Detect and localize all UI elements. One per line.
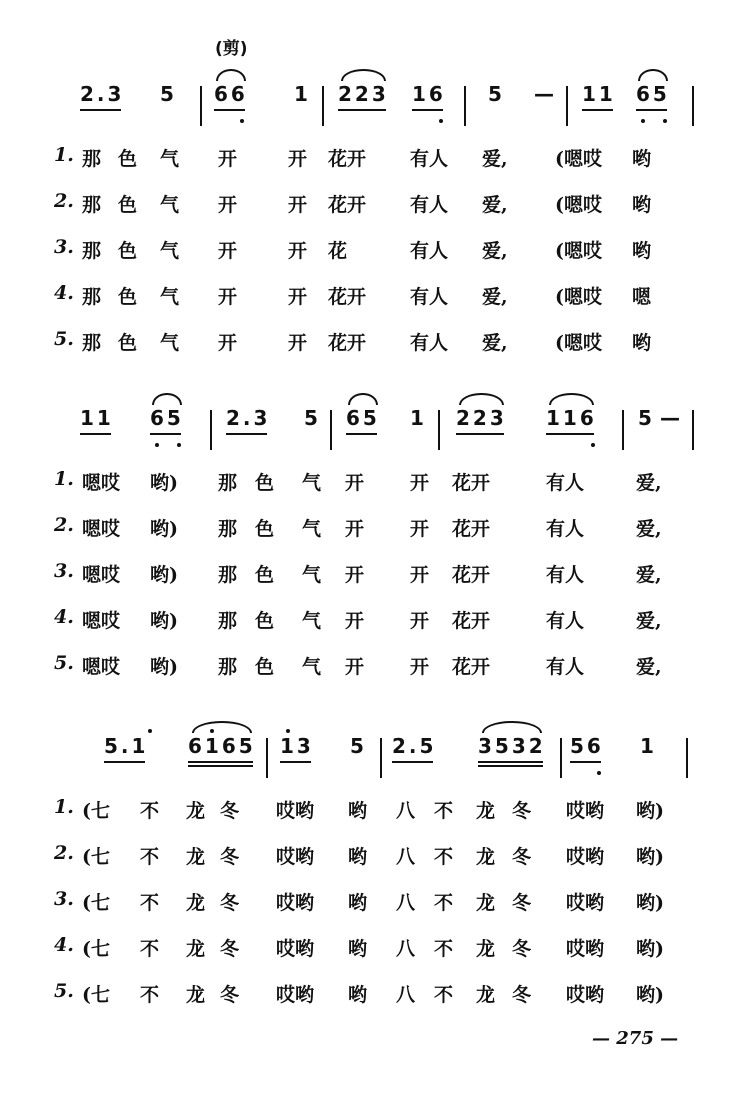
lyric-word: 开 [410,472,430,494]
note-group: 5 [488,82,505,106]
slur-arc [341,69,386,81]
underline [570,761,601,763]
lyric-word: 冬 [220,984,240,1006]
high-octave-dot [148,729,152,733]
lyric-word: 花开 [328,148,367,170]
lyric-word: 哎哟 [276,984,315,1006]
lyric-word: 不 [140,892,160,914]
lyric-word: 龙 [476,938,496,960]
verse-number: 3. [54,888,74,910]
lyric-word: 龙 [476,984,496,1006]
lyric-word: 有人 [410,148,449,170]
note-group: 5.1 [104,734,148,758]
lyric-word: 龙 [476,846,496,868]
lyric-word: 那 [218,610,238,632]
lyric-line-verse-4 [0,282,750,316]
note-group: 223 [338,82,389,106]
bar-line [330,410,332,450]
lyric-word: (七 [82,800,110,822]
underline [188,761,253,763]
underline [150,433,181,435]
lyric-word: 气 [160,286,180,308]
music-system [0,68,750,374]
lyric-word: 哟) [150,518,178,540]
bar-line [266,738,268,778]
lyric-word: 哟 [348,846,368,868]
lyric-word: 冬 [220,800,240,822]
note-group: 11 [582,82,616,106]
note-group: — [660,406,683,430]
lyric-word: 哟) [150,610,178,632]
note-group: 65 [150,406,184,430]
note-group: 1 [410,406,427,430]
lyric-word: 龙 [186,800,206,822]
lyric-line-verse-2 [0,842,750,876]
lyric-word: 哎哟 [276,938,315,960]
lyric-word: 开 [410,610,430,632]
lyric-word: 八 [396,892,416,914]
underline [636,109,667,111]
lyric-word: 哟) [636,938,664,960]
lyric-word: 色 [118,148,138,170]
lyric-word: (嗯哎 [555,240,602,262]
lyric-word: 不 [434,938,454,960]
note-group: 6165 [188,734,256,758]
underline [478,761,543,763]
lyric-line-verse-2 [0,190,750,224]
lyric-word: (嗯哎 [555,194,602,216]
lyric-line-verse-1 [0,144,750,178]
lyric-word: 龙 [186,984,206,1006]
lyric-line-verse-5 [0,328,750,362]
low-octave-dot [439,119,443,123]
lyric-word: (嗯哎 [555,148,602,170]
note-group: 66 [214,82,248,106]
lyric-word: 气 [302,610,322,632]
low-octave-dot [597,771,601,775]
lyric-word: 气 [302,472,322,494]
lyric-word: 哟 [632,240,652,262]
lyric-word: 开 [410,564,430,586]
lyric-word: 爱, [636,610,662,632]
verse-number: 2. [54,842,74,864]
lyric-word: 哟 [348,938,368,960]
lyric-word: 那 [218,518,238,540]
note-group: 2.3 [226,406,270,430]
underline [338,109,386,111]
lyric-word: 气 [160,148,180,170]
underline [80,433,111,435]
note-group: 11 [80,406,114,430]
lyric-word: 八 [396,800,416,822]
lyric-word: 有人 [410,240,449,262]
lyric-word: 嗯 [632,286,652,308]
low-octave-dot [663,119,667,123]
lyric-word: 色 [118,240,138,262]
lyric-word: 色 [255,610,275,632]
lyric-word: 爱, [636,656,662,678]
lyric-line-verse-5 [0,652,750,686]
note-group: 1 [640,734,657,758]
underline [226,433,267,435]
verse-number: 1. [54,796,74,818]
lyric-word: 色 [255,564,275,586]
note-group: 5 [160,82,177,106]
lyric-word: 冬 [220,892,240,914]
verse-number: 4. [54,282,74,304]
lyric-word: 花开 [452,656,491,678]
underline-double [188,765,253,767]
lyric-word: 不 [434,892,454,914]
verse-number: 5. [54,980,74,1002]
lyric-word: 不 [140,800,160,822]
lyric-word: 气 [302,656,322,678]
lyric-word: 龙 [186,846,206,868]
lyric-word: 哟 [348,892,368,914]
lyric-word: 开 [288,332,308,354]
lyric-word: 爱, [482,332,508,354]
note-group: — [534,82,557,106]
slur-arc [192,721,252,733]
lyric-word: 花开 [452,610,491,632]
slur-arc [638,69,668,81]
lyric-word: 气 [160,240,180,262]
lyric-word: 哟 [632,332,652,354]
lyric-word: 哟) [636,800,664,822]
lyric-word: (七 [82,938,110,960]
note-group: 16 [412,82,446,106]
underline [582,109,613,111]
underline [456,433,504,435]
music-system [0,392,750,698]
lyric-word: 开 [218,332,238,354]
note-group: 13 [280,734,314,758]
lyric-word: 有人 [410,286,449,308]
notation-line [0,68,750,128]
section-marker: (剪) [215,39,248,59]
lyric-word: 有人 [410,332,449,354]
lyric-word: 那 [82,240,102,262]
slur-arc [216,69,246,81]
lyric-word: 哎哟 [566,846,605,868]
low-octave-dot [591,443,595,447]
notation-line [0,392,750,452]
lyric-word: 冬 [512,846,532,868]
lyric-word: 有人 [546,564,585,586]
verse-number: 1. [54,144,74,166]
lyric-word: 不 [140,938,160,960]
lyric-line-verse-3 [0,236,750,270]
lyric-word: 爱, [636,518,662,540]
verse-number: 3. [54,236,74,258]
lyric-word: 龙 [186,892,206,914]
verse-number: 3. [54,560,74,582]
lyric-word: 不 [434,800,454,822]
lyric-word: 哎哟 [566,984,605,1006]
lyric-word: 哟 [632,148,652,170]
lyric-word: (嗯哎 [555,286,602,308]
slur-arc [549,393,594,405]
lyric-word: 不 [434,846,454,868]
lyric-word: 爱, [636,472,662,494]
verse-number: 5. [54,328,74,350]
lyric-word: 那 [82,148,102,170]
lyric-word: 哟) [150,656,178,678]
lyric-word: 开 [218,194,238,216]
lyric-word: 八 [396,984,416,1006]
lyric-word: 哎哟 [566,800,605,822]
note-group: 5 [638,406,655,430]
lyric-word: 开 [345,564,365,586]
lyric-word: 开 [345,472,365,494]
lyric-word: 龙 [476,800,496,822]
lyric-word: 嗯哎 [82,656,121,678]
lyric-word: 开 [288,286,308,308]
lyric-word: 爱, [636,564,662,586]
lyric-word: 开 [410,518,430,540]
bar-line [560,738,562,778]
lyric-word: 开 [288,148,308,170]
verse-number: 2. [54,190,74,212]
lyric-word: 色 [118,286,138,308]
lyric-word: 冬 [512,984,532,1006]
underline [346,433,377,435]
lyric-word: 哎哟 [566,892,605,914]
lyric-line-verse-4 [0,934,750,968]
lyric-word: 不 [140,846,160,868]
lyric-word: 气 [302,518,322,540]
underline [104,761,145,763]
lyric-word: 嗯哎 [82,518,121,540]
lyric-word: 哟) [636,846,664,868]
lyric-line-verse-2 [0,514,750,548]
lyric-line-verse-1 [0,796,750,830]
verse-number: 1. [54,468,74,490]
slur-arc [482,721,542,733]
lyric-word: 开 [345,656,365,678]
lyric-word: 开 [218,240,238,262]
verse-number: 5. [54,652,74,674]
lyric-word: 冬 [512,800,532,822]
lyric-word: 冬 [512,892,532,914]
lyric-word: 嗯哎 [82,564,121,586]
lyric-word: 色 [255,472,275,494]
lyric-word: 那 [218,472,238,494]
lyric-word: 哟) [636,984,664,1006]
low-octave-dot [155,443,159,447]
lyric-word: 花开 [328,286,367,308]
lyric-word: 有人 [410,194,449,216]
lyric-word: 嗯哎 [82,610,121,632]
lyric-word: 气 [302,564,322,586]
lyric-word: 哟 [348,984,368,1006]
lyric-word: 有人 [546,610,585,632]
note-group: 5 [304,406,321,430]
underline [392,761,433,763]
lyric-word: 色 [255,656,275,678]
lyric-line-verse-5 [0,980,750,1014]
lyric-word: 哟) [150,564,178,586]
verse-number: 2. [54,514,74,536]
note-group: 65 [636,82,670,106]
lyric-word: 色 [255,518,275,540]
slur-arc [348,393,378,405]
bar-line [692,86,694,126]
lyric-word: 那 [82,286,102,308]
lyric-word: 不 [140,984,160,1006]
lyric-word: (七 [82,984,110,1006]
lyric-word: 色 [118,332,138,354]
lyric-word: 冬 [220,846,240,868]
lyric-word: (七 [82,892,110,914]
bar-line [438,410,440,450]
lyric-word: 八 [396,938,416,960]
lyric-word: 开 [410,656,430,678]
lyric-word: 开 [345,610,365,632]
slur-arc [152,393,182,405]
notation-line [0,720,750,780]
lyric-word: 花 [328,240,348,262]
lyric-word: 不 [434,984,454,1006]
bar-line [692,410,694,450]
note-group: 2.3 [80,82,124,106]
bar-line [566,86,568,126]
bar-line [622,410,624,450]
lyric-word: 气 [160,332,180,354]
lyric-word: 有人 [546,518,585,540]
lyric-word: 花开 [452,518,491,540]
lyric-word: 花开 [328,194,367,216]
lyric-word: 冬 [220,938,240,960]
lyric-word: 开 [288,240,308,262]
underline [214,109,245,111]
low-octave-dot [641,119,645,123]
lyric-word: 花开 [328,332,367,354]
low-octave-dot [177,443,181,447]
lyric-line-verse-1 [0,468,750,502]
underline [80,109,121,111]
lyric-word: 气 [160,194,180,216]
music-system [0,720,750,1026]
lyric-word: 哎哟 [276,800,315,822]
lyric-word: 哟) [636,892,664,914]
verse-number: 4. [54,606,74,628]
lyric-line-verse-3 [0,560,750,594]
lyric-word: 那 [82,194,102,216]
note-group: 65 [346,406,380,430]
high-octave-dot [286,729,290,733]
lyric-word: 哎哟 [566,938,605,960]
note-group: 5 [350,734,367,758]
lyric-word: 爱, [482,194,508,216]
lyric-word: 花开 [452,472,491,494]
bar-line [200,86,202,126]
note-group: 56 [570,734,604,758]
lyric-word: 有人 [546,656,585,678]
note-group: 223 [456,406,507,430]
lyric-word: 哟 [632,194,652,216]
verse-number: 4. [54,934,74,956]
lyric-word: 爱, [482,240,508,262]
lyric-word: 哟 [348,800,368,822]
bar-line [380,738,382,778]
page-number: — 275 — [592,1028,679,1049]
bar-line [686,738,688,778]
bar-line [210,410,212,450]
lyric-word: 开 [218,286,238,308]
lyric-word: 那 [218,564,238,586]
lyric-line-verse-3 [0,888,750,922]
lyric-word: 爱, [482,148,508,170]
lyric-word: (嗯哎 [555,332,602,354]
lyric-word: 哎哟 [276,846,315,868]
lyric-word: 八 [396,846,416,868]
lyric-word: 开 [288,194,308,216]
lyric-word: 色 [118,194,138,216]
lyric-word: 开 [345,518,365,540]
lyric-word: 哎哟 [276,892,315,914]
underline [546,433,594,435]
lyric-word: 爱, [482,286,508,308]
lyric-word: 那 [82,332,102,354]
high-octave-dot [210,729,214,733]
note-group: 1 [294,82,311,106]
lyric-word: 那 [218,656,238,678]
underline-double [478,765,543,767]
lyric-word: 有人 [546,472,585,494]
lyric-word: 开 [218,148,238,170]
lyric-word: 龙 [186,938,206,960]
lyric-word: 嗯哎 [82,472,121,494]
bar-line [322,86,324,126]
note-group: 116 [546,406,597,430]
lyric-word: (七 [82,846,110,868]
lyric-word: 龙 [476,892,496,914]
bar-line [464,86,466,126]
note-group: 2.5 [392,734,436,758]
underline [280,761,311,763]
lyric-word: 哟) [150,472,178,494]
note-group: 3532 [478,734,546,758]
low-octave-dot [240,119,244,123]
lyric-word: 冬 [512,938,532,960]
lyric-line-verse-4 [0,606,750,640]
lyric-word: 花开 [452,564,491,586]
underline [412,109,443,111]
slur-arc [459,393,504,405]
